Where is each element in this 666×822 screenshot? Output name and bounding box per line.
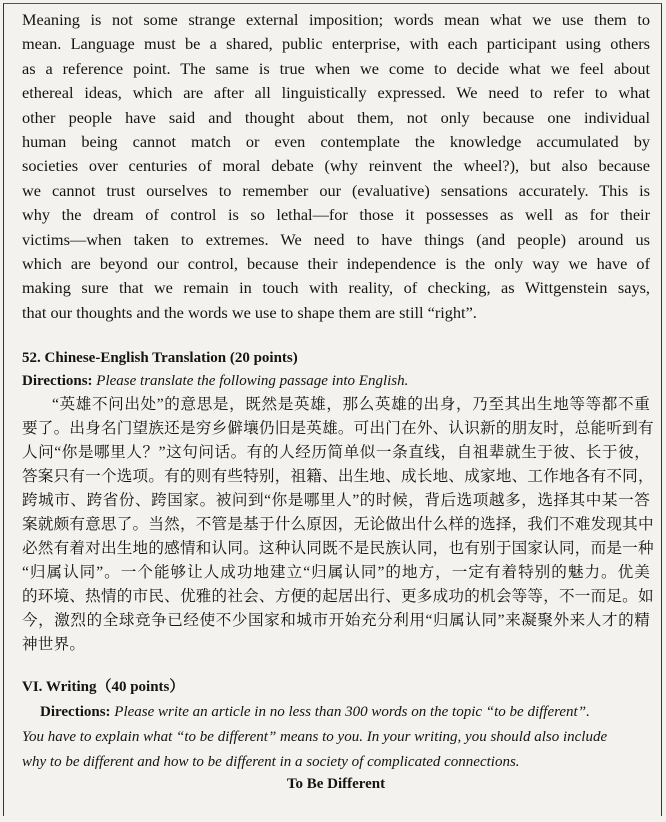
chinese-line: “英雄不问出处”的意思是，既然是英雄，那么英雄的出身，乃至其出生地等等都不重: [52, 396, 650, 413]
writing-directions: [22, 701, 650, 724]
writing-section: [22, 676, 650, 793]
directions-label: Directions:: [22, 373, 93, 389]
translation-heading: 52. Chinese-English Translation (20 points): [22, 350, 298, 366]
passage-line: ethereal ideas, which are after all linguistically expressed. We need to refer to what: [22, 83, 650, 103]
directions-line: why to be different and how to be different in a society of complicated connections.: [22, 754, 520, 770]
passage-line: other people have said and thought about them, not only because one individual: [22, 107, 650, 127]
passage-line: as a reference point. The same is true when we come to decide what we feel about: [22, 58, 650, 78]
directions-line: You have to explain what “to be different” means to you. In your writing, you should also include: [22, 729, 608, 745]
passage-line: societies over centuries of moral debate (why reinvent the wheel?), but also because: [22, 156, 650, 176]
chinese-line: 案就颇有意思了。当然，不管是基于什么原因，无论做出什么样的选择，我们不难发现其中: [22, 516, 654, 533]
chinese-line: 答案只有一个选项。有的则有些特别，祖籍、出生地、成长地、成家地、工作地各有不同，: [22, 468, 654, 485]
chinese-line: 人问“你是哪里人？”这句问话。有的人经历简单似一条直线，自祖辈就生于彼、长于彼，: [22, 444, 650, 461]
passage-line: Meaning is not some strange external imposition; words mean what we use them to: [22, 10, 650, 29]
chinese-line: 要了。出身名门望族还是穷乡僻壤仍旧是英雄。可出门在外、认识新的朋友时，总能听到有: [22, 420, 654, 437]
chinese-line: 必然有着对出生地的感情和认同。这种认同既不是民族认同，也有别于国家认同，而是一种: [22, 540, 654, 557]
chinese-line: 今，激烈的全球竞争已经使不少国家和城市开始充分利用“归属认同”来凝聚外来人才的精: [22, 612, 650, 629]
passage-line: we cannot trust ourselves to remember our (evaluative) sensations accurately. This is: [22, 180, 650, 200]
directions-line: Please write an article in no less than 300 words on the topic “to be different”.: [114, 704, 590, 720]
chinese-line: 神世界。: [22, 636, 86, 653]
essay-title: To Be Different: [286, 776, 386, 792]
reading-passage: [22, 8, 650, 325]
translation-section: [22, 347, 654, 657]
passage-line: that our thoughts and the words we use to shape them are still “right”.: [22, 302, 477, 322]
chinese-line: 的环境、热情的市民、优雅的社会、方便的起居出行、更多成功的机会等等，不一而足。如: [22, 588, 654, 605]
chinese-line: “归属认同”。一个能够让人成功地建立“归属认同”的地方，一定有着特别的魅力。优美: [22, 564, 650, 581]
passage-line: which are beyond our control, because their independence is the only way we have of: [22, 253, 650, 273]
translation-directions: [22, 370, 650, 393]
chinese-line: 跨城市、跨省份、跨国家。被问到“你是哪里人”的时候，背后选项越多，选择其中某一答: [22, 492, 650, 509]
passage-line: human being cannot match or even contemplate the knowledge accumulated by: [22, 131, 650, 151]
writing-heading: VI. Writing（40 points）: [22, 679, 185, 695]
passage-line: why the dream of control is so lethal—for those it possesses as well as for their: [22, 205, 650, 225]
chinese-passage: [22, 393, 654, 657]
directions-text: Please translate the following passage into English.: [96, 373, 409, 389]
passage-line: victims—when taken to extremes. We need to have things (and people) around us: [22, 229, 650, 249]
passage-line: making sure that we remain in touch with reality, of checking, as Wittgenstein says,: [22, 278, 650, 298]
passage-line: mean. Language must be a shared, public enterprise, with each participant using others: [22, 34, 650, 54]
directions-label: Directions:: [40, 704, 111, 720]
